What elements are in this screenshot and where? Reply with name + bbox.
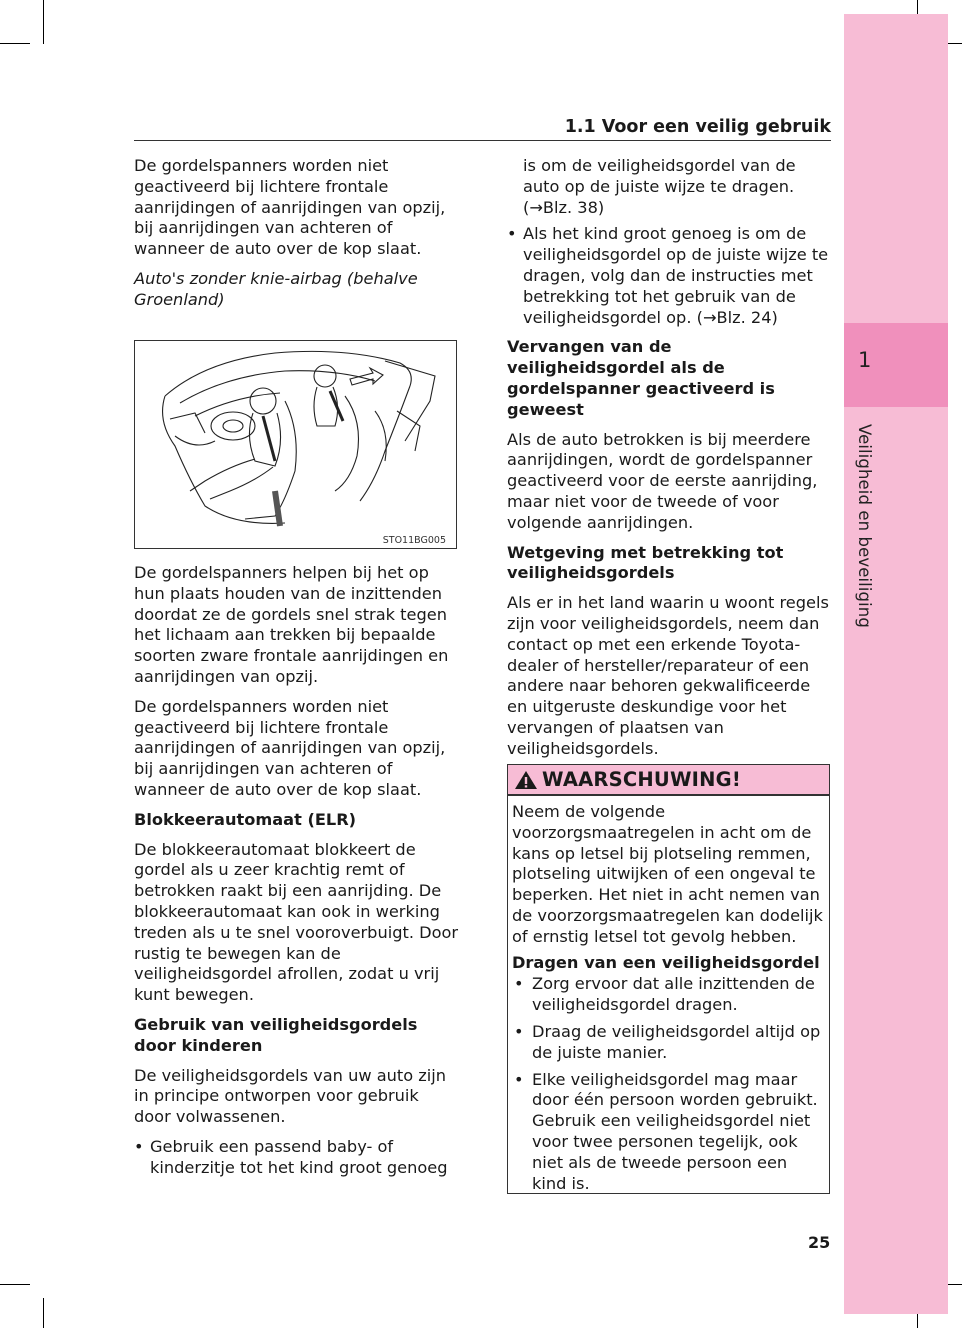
heading: Wetgeving met betrekking tot veiligheidsgordels (507, 542, 784, 583)
heading: Gebruik van veiligheidsgordels door kinderen (134, 1014, 418, 1055)
warning-header (508, 765, 829, 796)
paragraph: De gordelspanners worden niet geactiveerd bij lichtere frontale aanrijdingen of aanrijdingen van opzij, bij aanrijdingen van achteren of wanneer de auto over de kop slaat. (134, 696, 446, 799)
seatbelt-pretensioner-illustration (134, 340, 457, 549)
list-item-text: Draag de veiligheidsgordel altijd op de juiste manier. (532, 1021, 821, 1062)
chapter-number: 1 (858, 348, 872, 372)
paragraph: Neem de volgende voorzorgsmaatregelen in acht om de kans op letsel bij plotseling remmen, plotseling uitwijken of een ongeval te beperken. Het niet in acht nemen van de voorzorgsmaatregelen kan dodelijk of ernstig letsel tot gevolg hebben. (512, 802, 823, 946)
crop-mark (43, 0, 44, 44)
bullet-marker: • (514, 1069, 524, 1089)
right-column (507, 156, 829, 769)
warning-title: WAARSCHUWING! (542, 768, 741, 791)
chapter-sidebar (844, 14, 948, 1314)
list-item-text: Elke veiligheidsgordel mag maar door één persoon worden gebruikt. Gebruik een veiligheidsgordel niet voor twee personen tegelijk, ook niet als de tweede persoon een kind is. (532, 1069, 818, 1193)
bullet-marker (507, 156, 523, 218)
car-interior-drawing (135, 341, 456, 548)
crop-mark (0, 1284, 30, 1285)
left-column-lower (134, 563, 460, 1185)
chapter-title: Veiligheid en beveiliging (855, 424, 874, 628)
figure-code: STO11BG005 (382, 535, 446, 546)
list-item-text: Zorg ervoor dat alle inzittenden de veiligheidsgordel dragen. (532, 974, 815, 1015)
page-number: 25 (808, 1233, 831, 1252)
warning-triangle-icon (514, 770, 538, 790)
crop-mark (43, 1298, 44, 1328)
paragraph: Als de auto betrokken is bij meerdere aanrijdingen, wordt de gordelspanner geactiveerd voor de eerste aanrijding, maar niet voor de tweede of voor volgende aanrijdingen. (507, 429, 818, 532)
list-item (507, 156, 829, 218)
heading: Blokkeerautomaat (ELR) (134, 809, 357, 829)
bullet-marker: • (134, 1136, 144, 1156)
paragraph: Als er in het land waarin u woont regels zijn voor veiligheidsgordels, neem dan contact op met een erkende Toyota-dealer of hersteller/reparateur of een andere naar behoren gekwalificeerde en uitgeruste deskundige voor het vervangen of plaatsen van veiligheidsgordels. (507, 593, 829, 758)
left-column (134, 156, 460, 320)
heading: Dragen van een veiligheidsgordel (512, 952, 820, 972)
crop-mark (0, 43, 30, 44)
warning-body (508, 796, 829, 1194)
section-header: 1.1 Voor een veilig gebruik (134, 116, 831, 141)
paragraph: De gordelspanners worden niet geactiveerd bij lichtere frontale aanrijdingen of aanrijdingen van opzij, bij aanrijdingen van achteren of wanneer de auto over de kop slaat. (134, 156, 446, 259)
bullet-marker: • (507, 224, 517, 244)
list-item-text: Als het kind groot genoeg is om de veiligheidsgordel op de juiste wijze te dragen, volg dan de instructies met betrekking tot het gebruik van de veiligheidsgordel op. (→Blz. 24) (523, 224, 829, 327)
list-item (512, 974, 825, 1016)
heading: Vervangen van de veiligheidsgordel als de gordelspanner geactiveerd is geweest (507, 337, 775, 419)
paragraph: De gordelspanners helpen bij het op hun plaats houden van de inzittenden doordat ze de gordels snel strak tegen het lichaam aan trekken bij bepaalde soorten zware frontale aanrijdingen en aanrijdingen van opzij. (134, 563, 449, 686)
paragraph: De veiligheidsgordels van uw auto zijn in principe ontworpen voor gebruik door volwassenen. (134, 1065, 447, 1127)
list-item (507, 224, 829, 328)
list-item-text: Gebruik een passend baby- of kinderzitje tot het kind groot genoeg (150, 1136, 448, 1177)
list-item (512, 1070, 825, 1195)
italic-note: Auto's zonder knie-airbag (behalve Groenland) (134, 268, 418, 309)
bullet-marker: • (514, 974, 524, 994)
bullet-marker: • (514, 1021, 524, 1041)
list-item (134, 1137, 460, 1179)
list-item-text: is om de veiligheidsgordel van de auto op de juiste wijze te dragen. (→Blz. 38) (523, 156, 796, 217)
list-item (512, 1022, 825, 1064)
paragraph: De blokkeerautomaat blokkeert de gordel als u zeer krachtig remt of betrokken raakt bij een aanrijding. De blokkeerautomaat kan ook in werking treden als u te snel vooroverbuigt. Door rustig te bewegen kan de veiligheidsgordel afrollen, zodat u vrij kunt bewegen. (134, 839, 459, 1005)
warning-box (507, 764, 830, 1194)
